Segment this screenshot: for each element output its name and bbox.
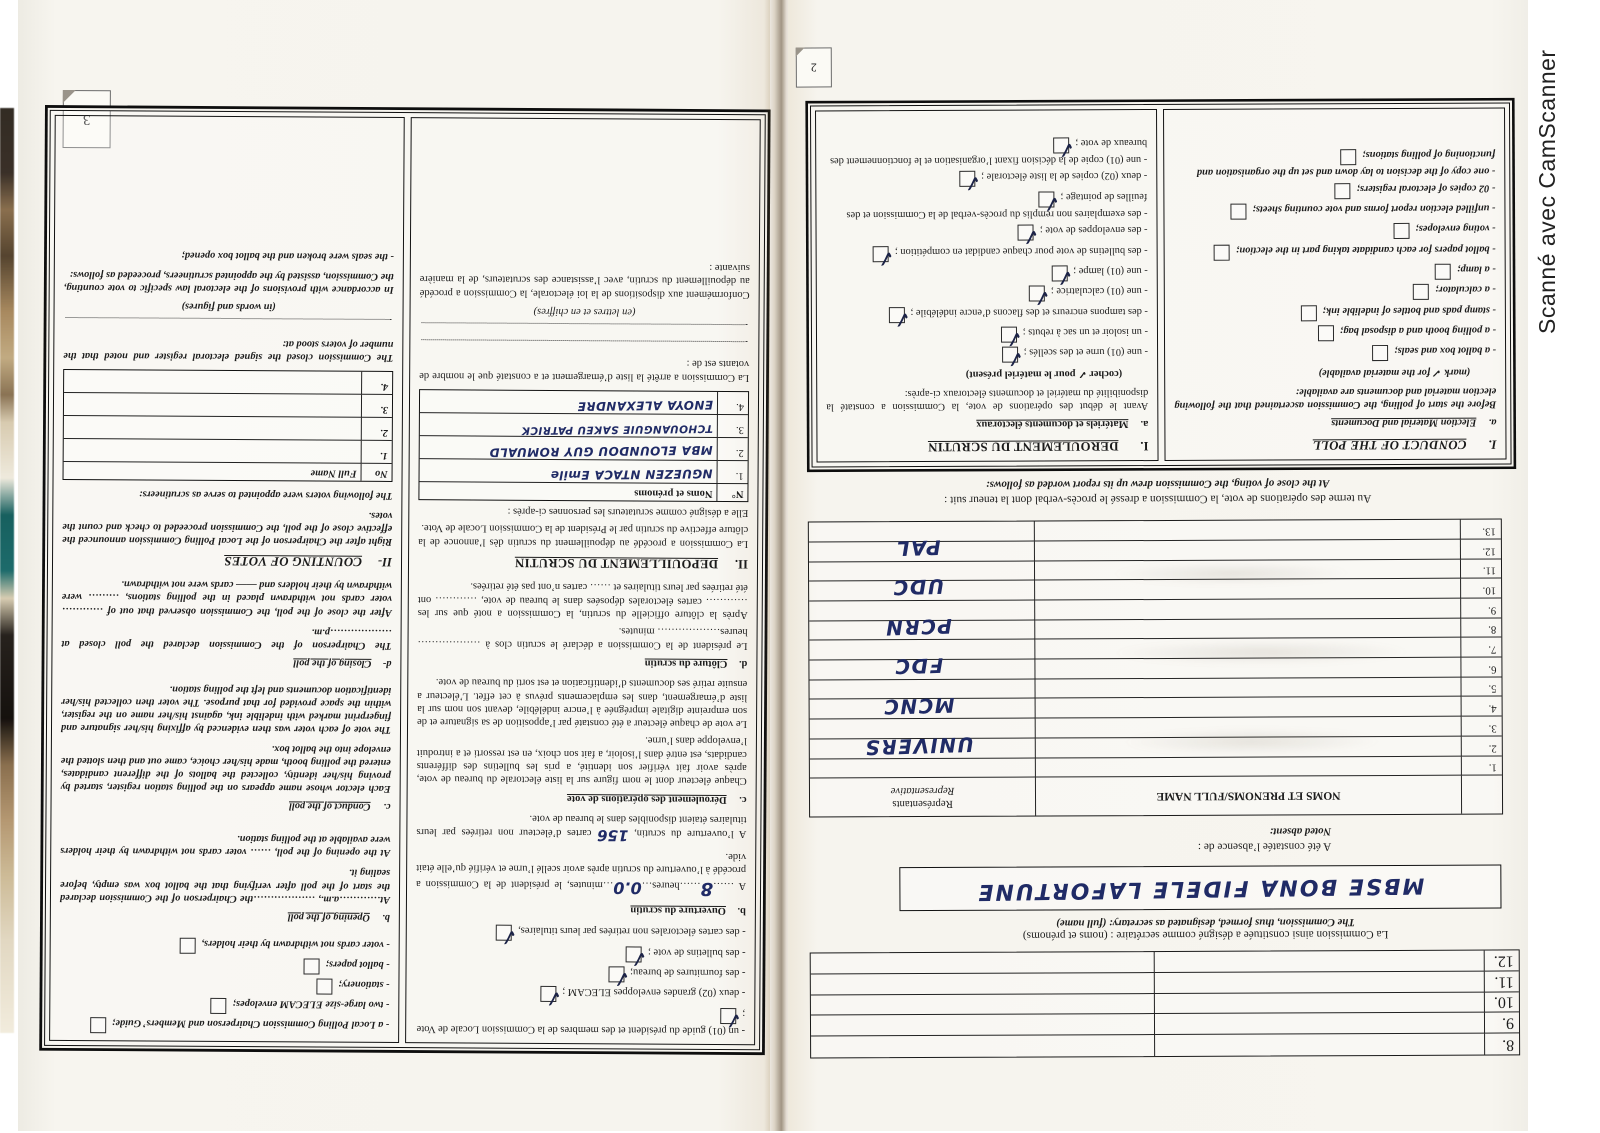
checkbox-icon xyxy=(316,978,332,994)
scanned-page-2 xyxy=(788,0,1528,1131)
paragraph: The Commission closed the signed electoral register and noted that the number of voters stood at: xyxy=(63,338,394,363)
absent-note xyxy=(789,823,1331,855)
checklist-item: - voter cards not withdrawn by their holders, xyxy=(60,936,390,955)
table-cell xyxy=(1155,992,1485,1014)
table-row-number: 12. xyxy=(1485,950,1519,971)
column-header: Full Name xyxy=(64,462,362,481)
caption: (en lettres et en chiffres) xyxy=(533,305,636,318)
checkbox-icon xyxy=(1413,284,1429,300)
checklist-item: - one copy of the decision to lay down and set up the organisation and functioning of polling stations; xyxy=(1196,148,1496,179)
handwritten-party: FDC xyxy=(893,653,944,679)
table-cell xyxy=(1035,677,1461,699)
table-row-number: 5. xyxy=(1461,677,1501,697)
table-row-number: 8. xyxy=(1502,1036,1515,1054)
table-cell xyxy=(1155,971,1485,993)
checkbox-icon xyxy=(303,958,319,974)
section-heading: b.Ouverture du scrutin xyxy=(630,904,746,917)
absent-line-en: Noted absent: xyxy=(1269,825,1332,838)
checkbox-checked-icon xyxy=(1039,191,1055,207)
checklist-item: - a lamp; xyxy=(1174,262,1496,281)
table-row-number: 11. xyxy=(1461,559,1501,579)
checklist-item: - deux (02) grandes enveloppes ELECAM ;✓ xyxy=(415,984,745,1003)
table-cell xyxy=(420,390,718,415)
checklist-item: - des tampons encreurs et des flacons d’encre indélébile ;✓ xyxy=(826,304,1148,323)
paragraph: At the opening of the poll, …… voter cards not withdrawn by their holders were available at the polling station. xyxy=(60,833,391,859)
section-heading: b.Opening of the poll xyxy=(287,911,390,923)
paragraph: A l’ouverture du scrutin, 156 cartes d’électeur non retirées par leurs titulaires étaient disponibles dans le bureau de vote. xyxy=(416,812,747,845)
table-row-number: 8. xyxy=(1461,618,1501,638)
closing-statement xyxy=(788,473,1528,509)
column-header: Noms et prénoms xyxy=(419,482,717,501)
handwritten-minutes: 0.0 xyxy=(613,878,642,898)
table-row-number: 3. xyxy=(1462,717,1502,737)
mark-note: (cocher ✓ pour le matériel présent) xyxy=(965,368,1123,381)
scrutineers-table xyxy=(418,389,749,502)
table-cell xyxy=(1035,540,1461,562)
table-row-number: 3. xyxy=(718,415,748,438)
table-cell xyxy=(811,973,1155,995)
handwritten-party: MCNC xyxy=(882,693,955,720)
checklist-item: - des enveloppes de vote ;✓ xyxy=(826,223,1148,242)
checkbox-icon xyxy=(1340,149,1356,165)
handwritten-card-count: 156 xyxy=(597,826,629,845)
checkbox-checked-icon xyxy=(1051,265,1067,281)
table-row-number: 11. xyxy=(1485,971,1519,992)
table-cell xyxy=(1155,1034,1485,1056)
table-cell xyxy=(1155,951,1485,973)
caption: (in words and figures) xyxy=(181,300,276,313)
checkbox-checked-icon xyxy=(1029,286,1045,302)
paragraph: La Commission a procédé au dépouillement du scrutin dès l’annonce de la clôture effective du scrutin par le Président de la Commission Locale de Vote. xyxy=(418,522,749,549)
page-number: 3 xyxy=(82,111,91,128)
table-cell xyxy=(811,1014,1155,1036)
french-column xyxy=(815,109,1159,462)
dotted-line xyxy=(65,317,391,331)
checklist-item: - des bulletins de vote ;✓ xyxy=(416,943,746,962)
paragraph: After the close of the poll, the Commission observed that out of ………… voter cards not withdrawn placed in the polling stations, ……… were withdrawn by their holders and —— cards were not withdrawn. xyxy=(61,578,392,618)
table-row-number: 1. xyxy=(362,441,392,464)
checkbox-checked-icon xyxy=(608,966,624,982)
dotted-line xyxy=(421,339,747,353)
checklist-item: - une (01) lampe ;✓ xyxy=(826,264,1148,283)
english-column xyxy=(1163,107,1507,460)
checklist-item: - des fournitures de bureau;✓ xyxy=(415,964,745,983)
table-row-number: 7. xyxy=(1461,638,1501,658)
checklist-item: - un (01) guide du président et des membres de la Commission Locale de Vote ;✓ xyxy=(415,1004,745,1037)
material-section-box xyxy=(810,102,1512,467)
handwritten-party: PCRN xyxy=(884,614,953,641)
handwritten-hours: 8 xyxy=(700,877,714,899)
table-row-number: 9. xyxy=(1485,1013,1519,1034)
handwritten-name: TCHOUANGUIE SAKEU PATRICK xyxy=(521,421,713,437)
secretary-line-en: The Commission, thus formed, designated as secretary: (full name) xyxy=(1056,916,1355,930)
paragraph: Before the start of polling, the Commission ascertained that the following election material and documents are available: xyxy=(1174,385,1497,412)
table-row-number: 1. xyxy=(1462,756,1502,776)
checkbox-checked-icon xyxy=(626,946,642,962)
closing-line-fr: Au terme des opérations de vote, la Commission a dressé le procès-verbal dont la teneur suit : xyxy=(944,492,1372,507)
checkbox-icon xyxy=(90,1017,106,1033)
checkbox-icon xyxy=(179,937,195,953)
table-cell xyxy=(811,994,1155,1016)
paragraph: Chaque électeur dont le nom figure sur la liste électorale du bureau de vote, après avoir fait vérifier son identité, a pris les bulletins des différents candidats, est entré dans l’isoloir, a fait son choix, en est ressorti et a introduit l’enveloppe dans l’urne. xyxy=(416,735,747,787)
scrutineers-table xyxy=(63,369,394,482)
table-row-number: 3. xyxy=(362,395,392,418)
camscanner-watermark: Scanné avec CamScanner xyxy=(1534,49,1560,334)
mark-note: (mark ✓ for the material available) xyxy=(1318,367,1471,379)
table-cell xyxy=(64,416,362,441)
checklist-item: - ballot papers for each candidate taking part in the election; xyxy=(1174,242,1496,261)
paragraph: At…………a.m., ………………the Chairperson of the Commission declared the start of the poll after verifying that the ballot box was empty, before sealing it. xyxy=(59,867,391,905)
checkbox-icon xyxy=(1318,325,1334,341)
paragraph: A ……8……heures…0.0…minutes, le président de la Commission a procédé à l’ouverture du scrutin après avoir scellé l’urne et vérifié qu’elle était vide. xyxy=(416,850,747,899)
handwritten-party: UNIVERS xyxy=(863,732,975,760)
checkbox-checked-icon xyxy=(720,1008,736,1024)
paragraph: The following voters were appointed to serve as scrutineers: xyxy=(138,488,393,501)
checklist-item: - a polling booth and a disposal bag; xyxy=(1174,323,1496,342)
table-cell xyxy=(420,413,718,438)
checklist-item: - 02 copies of electoral registers; xyxy=(1173,181,1495,200)
paragraph: Avant le début des opérations de vote, la Commission a constaté la disponibilité du matériel et documents électoraux ci-après: xyxy=(826,386,1149,413)
paragraph: Each elector whose name appears on the polling station register, started by proving his/her identity, collected the ballots of the different candidates, entered the polling booth, made his/her choice, came out and then slotted the envelope into the ballot box. xyxy=(60,743,391,795)
page-number: 2 xyxy=(810,60,817,76)
column-header: Représentants Representative xyxy=(810,778,1036,817)
checkbox-icon xyxy=(1300,305,1316,321)
page-number-tab xyxy=(796,47,832,87)
table-row-number: 2. xyxy=(1462,736,1502,756)
paragraph: Le vote de chaque électeur a été constaté par l’apposition de sa signature et de son empreinte digitale imprégnée à l’encre indélébile, devant son nom sur la liste d’émargement, dans les emplacements prévus à cet effet. L’électeur a ensuite retiré ses documents d’identification et est sorti du bureau de vote. xyxy=(417,676,748,730)
checkbox-icon xyxy=(1435,264,1451,280)
checkbox-checked-icon xyxy=(888,307,904,323)
checkbox-icon xyxy=(1393,223,1409,239)
secretary-designation xyxy=(926,916,1486,942)
checklist-item: - deux (02) copies de la liste électorale ;✓ xyxy=(825,169,1147,188)
english-column xyxy=(49,115,405,1043)
table-cell xyxy=(811,952,1155,974)
report-section-box xyxy=(44,110,766,1050)
table-cell xyxy=(420,436,718,461)
table-cell xyxy=(64,439,362,464)
french-column xyxy=(405,117,761,1045)
section-heading: I.CONDUCT OF THE POLL xyxy=(1312,437,1497,453)
checkbox-icon xyxy=(1335,183,1351,199)
checklist-item: - a Local Polling Commission Chairperson and Members’ Guide; xyxy=(59,1016,389,1035)
checklist-item: - a calculator; xyxy=(1174,282,1496,301)
handwritten-party: UDC xyxy=(891,574,945,601)
table-cell xyxy=(420,459,718,484)
paragraph: La Commission a arrêté la liste d’émargement et a constaté que le nombre de votants est de : xyxy=(419,358,750,383)
section-heading: II-COUNTING OF VOTES xyxy=(224,554,393,570)
section-heading: c.Déroulement des opérations de vote xyxy=(566,792,747,805)
checklist-item: - des bulletins de vote pour chaque candidat en compétition ;✓ xyxy=(826,243,1148,262)
paragraph: In accordance with provisions of the electoral law specific to vote counting, the Commission, assisted by the appointed scrutineers, proceeded as follows: xyxy=(63,268,394,295)
section-heading: I.DEROULEMENT DU SCRUTIN xyxy=(927,438,1149,454)
paragraph: The Chairperson of the Commission declared the poll closed at ………………p.m. xyxy=(61,626,392,651)
checklist-item: - ballot papers; xyxy=(60,956,390,975)
list-item: - the seals were broken and the ballot box opened; xyxy=(181,249,394,262)
handwritten-party: PAL xyxy=(894,535,942,561)
table-row-number: 4. xyxy=(1462,697,1502,717)
table-corner-cell xyxy=(1462,776,1502,814)
table-cell xyxy=(810,758,1036,779)
section-heading: d-Closing of the poll xyxy=(293,657,392,669)
section-heading: a.Election Material and Documents xyxy=(1331,416,1497,429)
checklist-item: - un isoloir et un sac à rebuts ;✓ xyxy=(826,325,1148,344)
checklist-item: - two large-size ELECAM envelopes; xyxy=(59,996,389,1015)
secretary-name-box xyxy=(899,865,1501,912)
checkbox-checked-icon xyxy=(496,925,512,941)
representatives-table xyxy=(808,519,1503,818)
table-cell xyxy=(64,393,362,418)
checklist-item: - voting envelopes; xyxy=(1174,222,1496,241)
table-row-number: 4. xyxy=(718,392,748,415)
paragraph: Conformément aux dispositions de la loi électorale, la Commission a procédé au dépouillement du scrutin, avec l’assistance des scrutateurs, de la manière suivante : xyxy=(419,261,750,300)
table-row-number: 6. xyxy=(1461,658,1501,678)
checkbox-checked-icon xyxy=(1018,225,1034,241)
table-row-number: 10. xyxy=(1485,992,1519,1013)
table-row-number: 10. xyxy=(1461,579,1501,599)
section-heading: II.DEPOUILLEMENT DU SCRUTIN xyxy=(514,555,749,572)
table-cell xyxy=(1035,599,1461,621)
table-row-number: 4. xyxy=(362,372,392,395)
checkbox-checked-icon xyxy=(540,986,556,1002)
checklist-item: - une (01) copie de la décision fixant l’organisation et le fonctionnement des bureaux de vote ; ✓ xyxy=(825,135,1147,167)
handwritten-secretary-name: MBSE BONA FIDELE LAFORTUNE xyxy=(976,872,1425,904)
column-header: NOMS ET PRENOMS/FULL NAME xyxy=(1036,776,1462,816)
absent-line-fr: A été constatée l’absence de : xyxy=(1197,840,1332,853)
checkbox-checked-icon xyxy=(1001,326,1017,342)
section-heading: c.Conduct of the poll xyxy=(288,800,391,813)
handwritten-name: ENOYA ALEXANDRE xyxy=(577,397,714,413)
checklist-item: - une (01) calculatrice ;✓ xyxy=(826,284,1148,303)
column-header: N° xyxy=(731,487,744,499)
checkbox-icon xyxy=(1214,244,1230,260)
table-row-number: 13. xyxy=(1461,520,1501,540)
paragraph: Le président de la Commission a déclaré le scrutin clos à ………………heures……………… minutes. xyxy=(417,625,748,651)
checkbox-icon xyxy=(1372,345,1388,361)
table-cell xyxy=(1035,520,1461,542)
members-table xyxy=(810,949,1520,1058)
table-cell xyxy=(811,1035,1155,1057)
table-row-number: 12. xyxy=(1461,539,1501,559)
closing-line-en: At the close of voting, the Commission drew up its report worded as follows: xyxy=(985,476,1330,491)
checklist-item: - des exemplaires non remplis du procès-verbal de la Commission et des feuilles de pointage ;✓ xyxy=(825,189,1147,221)
paragraph: Après la clôture officielle du scrutin, la Commission a noté que sur les ………… cartes électorales déposées dans le bureau de vote, ………… ont été retirées par leurs titulaires et …… cartes n’ont pas été retirées. xyxy=(417,580,748,621)
handwritten-name: NGUEZEN NTACA Emile xyxy=(550,466,713,483)
checkbox-icon xyxy=(211,998,227,1014)
checklist-item: - stamp pads and bottles of indelible ink; xyxy=(1174,303,1496,322)
table-row-number: 2. xyxy=(362,418,392,441)
handwritten-name: MBA ELOUNDOU GUY ROMUALD xyxy=(489,442,713,460)
section-heading: a.Matériels et documents électoraux xyxy=(976,418,1149,431)
paragraph: Elle a désigné comme scrutateurs les personnes ci-après : xyxy=(507,505,749,519)
checkbox-checked-icon xyxy=(873,246,889,262)
table-row-number: 2. xyxy=(718,438,748,461)
checklist-item: - des cartes électorales non retirées par leurs titulaires,✓ xyxy=(416,923,746,942)
checkbox-checked-icon xyxy=(959,171,975,187)
checklist-item: - une (01) urne et des scellés ;✓ xyxy=(826,345,1148,364)
table-cell xyxy=(1035,618,1461,640)
checklist-item: - unfilled election report forms and vote counting sheets; xyxy=(1173,201,1495,220)
dotted-line xyxy=(421,322,747,336)
section-heading: d.Clôture du scrutin xyxy=(644,657,748,670)
secretary-line-fr: La Commission ainsi constituée a désigné comme secrétaire : (noms et prénoms) xyxy=(1022,928,1389,942)
table-cell xyxy=(64,370,362,395)
checkbox-icon xyxy=(1230,204,1246,220)
paragraph: The vote of each voter was then evidenced by affixing his/her signature and fingerprint marked with indelible ink, against his/her name on the register, within the space provided for that purpose. The voter then collected his/her identification documents and left the polling station. xyxy=(60,683,392,735)
scanned-page-3 xyxy=(18,0,770,1131)
column-header: No xyxy=(374,467,388,479)
paragraph: Right after the Chairperson of the Local Polling Commission announced the effective close of the poll, the Commission proceeded to check and count the votes. xyxy=(62,509,393,548)
checklist-item: - stationery; xyxy=(59,976,389,995)
table-row-number: 1. xyxy=(718,461,748,484)
table-cell xyxy=(1036,756,1462,778)
checklist-item: - a ballot box and seals; xyxy=(1174,343,1496,362)
table-cell xyxy=(1036,697,1462,719)
table-cell xyxy=(1155,1013,1485,1035)
table-row-number: 9. xyxy=(1461,599,1501,619)
checkbox-checked-icon xyxy=(1053,137,1069,153)
scan-background-strip xyxy=(0,108,14,1033)
